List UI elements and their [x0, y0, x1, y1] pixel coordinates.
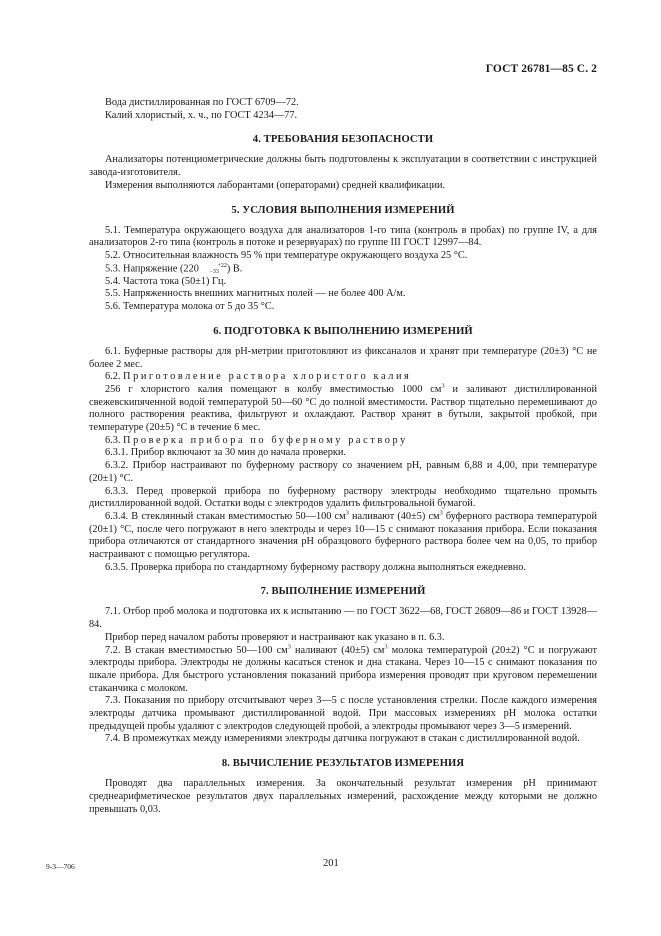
s6-p8-text-a: 6.3.4. В стеклянный стакан вместимостью 50—100 см [105, 510, 346, 522]
s6-p8-text-c: буферного раствора температурой (20±1) °С, после чего погружают в него электроды и через 10—15 с снимают показания прибора. Если показания прибора отличаются от стандартного значения рН образцового буферного раствора более чем на 0,05, то прибор настраивают с помощью регулятора. [89, 510, 598, 561]
voltage-tolerance-down: −33 [209, 268, 219, 275]
s6-p3-text-b: и заливают дистиллированной свежевскипяченной водой температурой 50—60 °С до полной вместимости. Раствор тщательно перемешивают до полного растворения реактива, фильтруют и охлаждают. Раствор хранят в бутыли, закрытой пробкой, при температуре (20±5) °С в течение 6 мес. [89, 383, 597, 434]
s5-paragraph-5: 5.5. Напряженность внешних магнитных полей — не более 400 А/м. [105, 288, 406, 300]
s6-p4-spaced-title: Проверка прибора по буферному раствору [123, 434, 408, 446]
s7-p3-text-a: 7.2. В стакан вместимостью 50—100 см [105, 644, 288, 656]
s6-p4-number: 6.3. [105, 434, 121, 446]
cubic-superscript: 3 [439, 509, 443, 517]
document-header: ГОСТ 26781—85 С. 2 [485, 63, 597, 75]
cubic-superscript: 3 [287, 643, 291, 651]
s6-paragraph-2 [89, 371, 597, 384]
s6-paragraph-5: 6.3.1. Прибор включают за 30 мин до начала проверки. [105, 447, 346, 459]
s7-paragraph-3 [89, 645, 597, 696]
s6-p2-number: 6.2. [105, 371, 121, 383]
s5-paragraph-1: 5.1. Температура окружающего воздуха для анализаторов 1-го типа (контроль в пробах) по группе IV, а для анализаторов 2-го типа (контроль в потоке и резервуарах) по группе III ГОСТ 12997—84. [89, 224, 597, 249]
page-number: 201 [323, 858, 339, 869]
cubic-superscript: 3 [345, 509, 349, 517]
s6-paragraph-7: 6.3.3. Перед проверкой прибора по буферному раствору электроды необходимо тщательно промыть дистиллированной водой. Остатки воды с электродов удалить фильтровальной бумагой. [89, 485, 597, 510]
section-8-title: 8. ВЫЧИСЛЕНИЕ РЕЗУЛЬТАТОВ ИЗМЕРЕНИЯ [221, 758, 465, 770]
s5-p3-text-b: ) В. [226, 262, 243, 274]
section-6-title: 6. ПОДГОТОВКА К ВЫПОЛНЕНИЮ ИЗМЕРЕНИЙ [213, 325, 473, 337]
s7-paragraph-4: 7.3. Показания по прибору отсчитывают через 3—5 с после установления стрелки. После каждого измерения электроды датчика промывают дистиллированной водой. При массовых измерениях рН молока остатки предыдущей пробы удаляют с электродов следующей пробой, а электроды промывают через 3—5 измерений. [89, 695, 597, 732]
s6-paragraph-1: 6.1. Буферные растворы для рН-метрии приготовляют из фиксаналов и хранят при температуре (20±3) °С не более 2 мес. [89, 345, 597, 370]
s7-paragraph-5: 7.4. В промежутках между измерениями электроды датчика погружают в стакан с дистиллированной водой. [105, 733, 580, 745]
s6-paragraph-9: 6.3.5. Проверка прибора по стандартному буферному раствору должна выполняться ежедневно. [105, 561, 526, 573]
s5-paragraph-6: 5.6. Температура молока от 5 до 35 °С. [105, 301, 275, 313]
intro-line-kcl: Калий хлористый, х. ч., по ГОСТ 4234—77. [105, 109, 298, 121]
s6-p8-text-b: наливают (40±5) см [348, 510, 440, 522]
cubic-superscript: 3 [384, 643, 388, 651]
voltage-tolerance [201, 263, 226, 275]
section-7-title: 7. ВЫПОЛНЕНИЕ ИЗМЕРЕНИЙ [260, 586, 426, 598]
s6-paragraph-6: 6.3.2. Прибор настраивают по буферному раствору со значением рН, равным 6,88 и 4,00, при температуре (20±1) °С. [89, 460, 597, 484]
s7-paragraph-1: 7.1. Отбор проб молока и подготовка их к испытанию — по ГОСТ 3622—68, ГОСТ 26809—86 и ГОСТ 13928—84. [89, 606, 597, 631]
intro-line-water: Вода дистиллированная по ГОСТ 6709—72. [105, 97, 299, 108]
footer-print-code: 9-3—706 [46, 862, 75, 871]
section-5-title: 5. УСЛОВИЯ ВЫПОЛНЕНИЯ ИЗМЕРЕНИЙ [231, 204, 455, 216]
s5-paragraph-4: 5.4. Частота тока (50±1) Гц. [105, 275, 227, 287]
s7-p3-text-b: наливают (40±5) см [290, 644, 385, 656]
s4-paragraph-1: Анализаторы потенциометрические должны быть подготовлены к эксплуатации в соответствии с инструкцией завода-изготовителя. [89, 154, 597, 179]
s5-paragraph-3 [89, 263, 597, 276]
s6-paragraph-8 [89, 511, 597, 562]
s7-paragraph-2: Прибор перед началом работы проверяют и настраивают как указано в п. 6.3. [105, 631, 445, 643]
s5-paragraph-2: 5.2. Относительная влажность 95 % при температуре окружающего воздуха 25 °С. [105, 249, 468, 261]
s6-paragraph-4 [89, 435, 597, 448]
s7-p3-text-c: молока температурой (20±2) °С и погружают электроды прибора. Электроды не должны касаться стенок и дна стакана. Через 10—15 с снимают показания по шкале прибора. Для быстрого установления показаний прибора измерения проводят при круговом перемешении стаканчика с молоком. [89, 644, 598, 694]
voltage-tolerance-up: +22 [217, 262, 227, 269]
section-4-title: 4. ТРЕБОВАНИЯ БЕЗОПАСНОСТИ [252, 134, 434, 146]
s6-p2-spaced-title: Приготовление раствора хлористого калия [123, 371, 412, 383]
s6-p3-text-a: 256 г хлористого калия помещают в колбу вместимостью 1000 см [105, 383, 442, 395]
s4-paragraph-2: Измерения выполняются лаборантами (операторами) средней квалификации. [105, 179, 446, 191]
s5-p3-text-a: 5.3. Напряжение (220 [105, 262, 202, 274]
page-body [89, 60, 597, 816]
cubic-superscript: 3 [441, 382, 445, 390]
s6-paragraph-3 [89, 384, 597, 435]
s8-paragraph-1: Проводят два параллельных измерения. За окончательный результат измерения рН принимают среднеарифметическое результатов двух параллельных измерений, расхождение между которыми не должно превышать 0,03. [89, 778, 597, 815]
